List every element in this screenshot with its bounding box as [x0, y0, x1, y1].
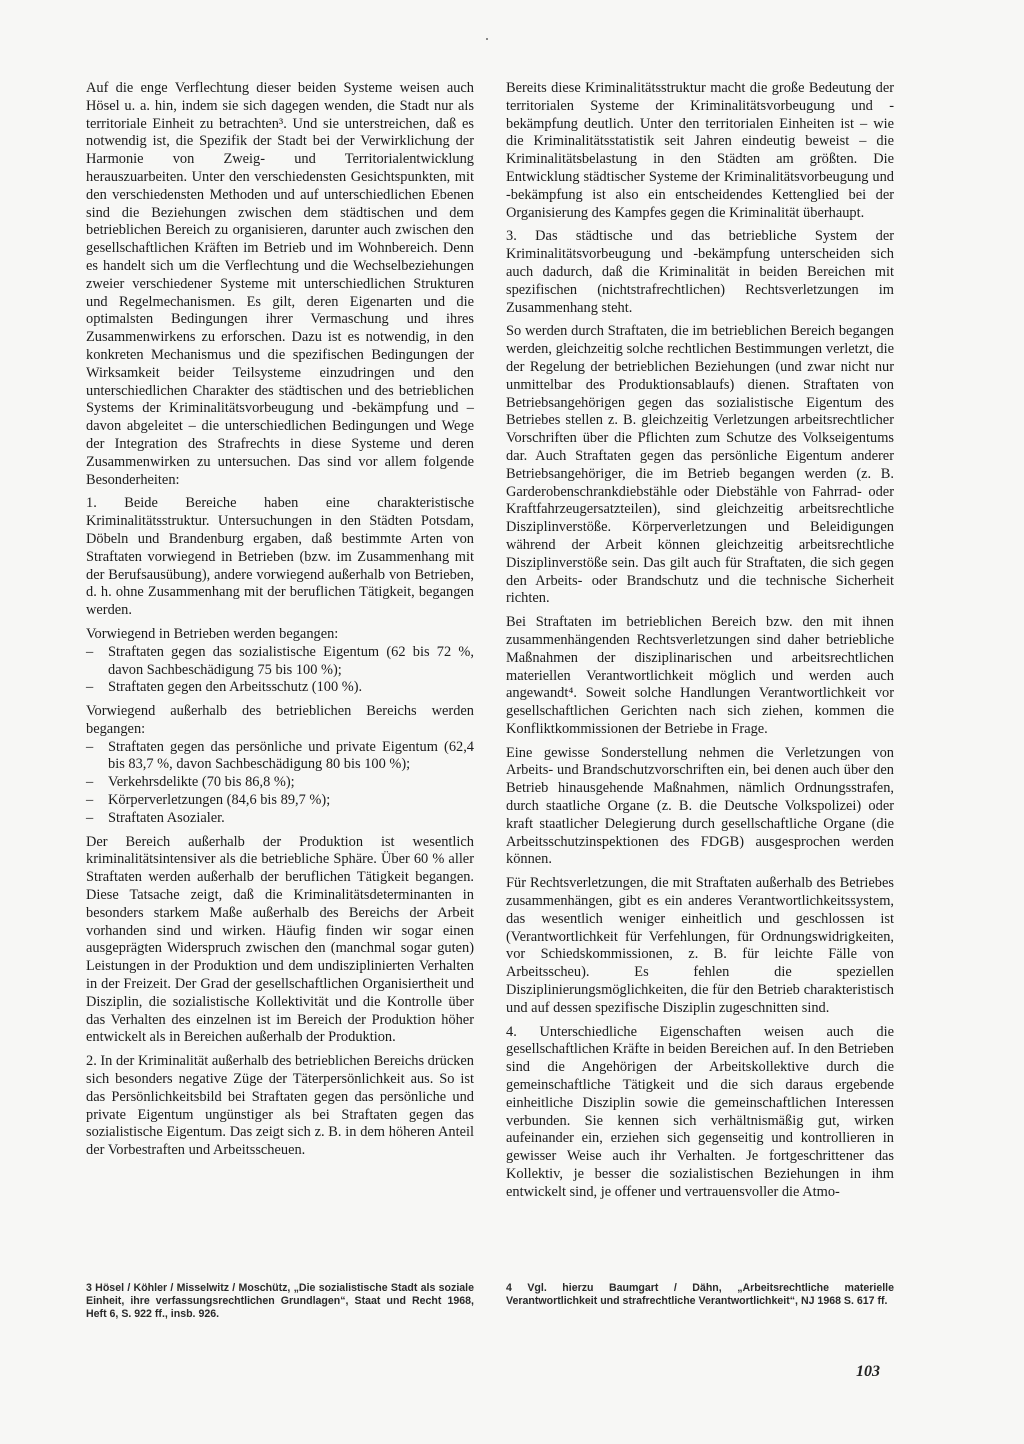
paragraph: 4. Unterschiedliche Eigenschaften weisen auch die gesellschaftlichen Kräfte in beiden Bereichen auf. In den Betrieben sind die Angehörigen der Arbeitskollektive durch die gemeinschaftliche Tätigkeit und die sich daraus ergebende einheitliche Disziplin sowie die gemeinschaftlichen Interessen verbunden. Sie kennen sich verhältnismäßig gut, wirken aufeinander ein, erziehen sich gegenseitig und kontrollieren in gewisser Weise auch ihr Verhalten. Je fortgeschrittener das Kollektiv, je besser die sozialistischen Beziehungen in ihm entwickelt sind, je offener und vertrauensvoller die Atmo-: [506, 1023, 894, 1200]
footnote-4: 4 Vgl. hierzu Baumgart / Dähn, „Arbeitsrechtliche materielle Verantwortlichkeit und strafrechtliche Verantwortlichkeit“, NJ 1968 S. 617 ff.: [506, 1282, 894, 1308]
paragraph: Für Rechtsverletzungen, die mit Straftaten außerhalb des Betriebes zusammenhängen, gibt es ein anderes Verantwortlichkeitssystem, das wesentlich weniger einheitlich und geschlossen ist (Verantwortlichkeit für Verfehlungen, für Ordnungswidrigkeiten, vor Schiedskommissionen, z. B. für leichte Fälle von Arbeitsscheu). Es fehlen die speziellen Disziplinierungsmöglichkeiten, die für den Betrieb charakteristisch und auf dessen spezifische Disziplin zugeschnitten sind.: [506, 875, 894, 1016]
paragraph: Auf die enge Verflechtung dieser beiden Systeme weisen auch Hösel u. a. hin, indem sie sich dagegen wenden, die Stadt nur als territoriale Einheit zu betrachten³. Und sie unterstreichen, daß es notwendig ist, die Spezifik der Stadt bei der Verwirklichung der Harmonie von Zweig- und Territorialentwicklung herauszuarbeiten. Unter den verschiedensten Gesichtspunkten, mit den verschiedensten Methoden und auf unterschiedlichen Ebenen sind die Beziehungen zwischen dem städtischen und dem betrieblichen Bereich zu organisieren, darunter auch zwischen den gesellschaftlichen Kräften im Betrieb und im Wohnbereich. Denn es handelt sich um die Verflechtung und die Wechselbeziehungen zweier verschiedener Systeme mit unterschiedlichen Strukturen und Regelmechanismen. Es gilt, deren Eigenarten und die optimalsten Bedingungen ihrer Vermaschung und ihres Zusammenwirkens zu erforschen. Dazu ist es notwendig, in den konkreten Mechanismus und die spezifischen Bedingungen der Wirksamkeit beider Teilsysteme einzudringen und den unterschiedlichen Charakter des städtischen und des betrieblichen Systems der Kriminalitätsvorbeugung und -bekämpfung und – davon abgeleitet – die unterschiedlichen Bedingungen und Wege der Integration des Strafrechts in diese Systeme und deren Zusammenwirken zu untersuchen. Das sind vor allem folgende Besonderheiten:: [86, 80, 474, 488]
list-ausserhalb: [86, 739, 474, 828]
page-number: 103: [856, 1363, 880, 1380]
paragraph: Bereits diese Kriminalitätsstruktur macht die große Bedeutung der territorialen Systeme der Kriminalitätsvorbeugung und -bekämpfung deutlich. Unter den territorialen Einheiten ist – wie die Kriminalitätsstatistik seit Jahren eindeutig beweist – die Kriminalitätsbelastung in den Städten am größten. Die Entwicklung städtischer Systeme der Kriminalitätsvorbeugung und -bekämpfung ist also ein entscheidendes Kettenglied bei der Organisierung des Kampfes gegen die Kriminalität überhaupt.: [506, 80, 894, 221]
list-item: – Straftaten gegen den Arbeitsschutz (100 %).: [86, 679, 474, 697]
paragraph: 1. Beide Bereiche haben eine charakteristische Kriminalitätsstruktur. Untersuchungen in den Städten Potsdam, Döbeln und Brandenburg ergaben, daß bestimmte Arten von Straftaten vorwiegend in Betrieben (bzw. im Zusammenhang mit der Berufsausübung), andere vorwiegend außerhalb von Betrieben, d. h. ohne Zusammenhang mit der beruflichen Tätigkeit, begangen werden.: [86, 495, 474, 619]
scan-mark: [486, 38, 488, 40]
list-item: – Straftaten gegen das sozialistische Eigentum (62 bis 72 %, davon Sachbeschädigung 75 bis 100 %);: [86, 644, 474, 680]
right-column: [506, 80, 894, 1208]
paragraph: Bei Straftaten im betrieblichen Bereich bzw. den mit ihnen zusammenhängenden Rechtsverletzungen sind daher betriebliche Maßnahmen der disziplinarischen und arbeitsrechtlichen materiellen Verantwortlichkeit möglich und werden auch angewandt⁴. Soweit solche Handlungen Verantwortlichkeit vor gesellschaftlichen Gerichten nach sich ziehen, kommen die Konfliktkommissionen der Betriebe in Frage.: [506, 614, 894, 737]
list-item: – Körperverletzungen (84,6 bis 89,7 %);: [86, 792, 474, 810]
paragraph: Vorwiegend in Betrieben werden begangen:: [86, 625, 339, 642]
left-column: [86, 80, 474, 1166]
footnote-3: 3 Hösel / Köhler / Misselwitz / Moschütz, „Die sozialistische Stadt als soziale Einheit, ihre verfassungsrechtlichen Grundlagen“, Staat und Recht 1968, Heft 6, S. 922 ff., insb. 926.: [86, 1282, 474, 1321]
paragraph: Der Bereich außerhalb der Produktion ist wesentlich kriminalitätsintensiver als die betriebliche Sphäre. Über 60 % aller Straftaten werden außerhalb der beruflichen Tätigkeit begangen. Diese Tatsache zeigt, daß die Kriminalitätsdeterminanten in besonders starkem Maße außerhalb des Bereichs der Arbeit vorhanden sind und wirken. Häufig finden wir sogar einen ausgeprägten Widerspruch zwischen den (manchmal sogar guten) Leistungen in der Produktion und dem undisziplinierten Verhalten in der Freizeit. Der Grad der gesellschaftlichen Organisiertheit und Disziplin, die sozialistische Kollektivität und die Kontrolle über das Verhalten des einzelnen ist im Bereich der Produktion höher entwickelt als in Bereichen außerhalb der Produktion.: [86, 833, 474, 1046]
list-item: – Straftaten Asozialer.: [86, 810, 474, 828]
list-in-betrieben: [86, 644, 474, 697]
paragraph: 3. Das städtische und das betriebliche System der Kriminalitätsvorbeugung und -bekämpfung unterscheiden sich auch dadurch, daß die Kriminalität in beiden Bereichen mit spezifischen (nichtstrafrechtlichen) Rechtsverletzungen im Zusammenhang steht.: [506, 228, 894, 316]
list-item: – Verkehrsdelikte (70 bis 86,8 %);: [86, 774, 474, 792]
list-item: – Straftaten gegen das persönliche und private Eigentum (62,4 bis 83,7 %, davon Sachbeschädigung 80 bis 100 %);: [86, 739, 474, 775]
paragraph: 2. In der Kriminalität außerhalb des betrieblichen Bereichs drücken sich besonders negative Züge der Täterpersönlichkeit aus. So ist das Persönlichkeitsbild bei Straftaten gegen das persönliche und private Eigentum ungünstiger als bei Straftaten gegen das sozialistische Eigentum. Das zeigt sich z. B. in dem höheren Anteil der Vorbestraften und Arbeitsscheuen.: [86, 1053, 474, 1159]
paragraph: Vorwiegend außerhalb des betrieblichen Bereichs werden begangen:: [86, 703, 474, 737]
paragraph: Eine gewisse Sonderstellung nehmen die Verletzungen von Arbeits- und Brandschutzvorschriften ein, bei denen auch über den Betrieb hinausgehende Maßnahmen, nämlich Ordnungsstrafen, durch staatliche Organe (z. B. die Deutsche Volkspolizei) oder kraft staatlicher Delegierung durch gesellschaftliche Organe (die Arbeitsschutzinspektionen des FDGB) ausgesprochen werden können.: [506, 744, 894, 868]
paragraph: So werden durch Straftaten, die im betrieblichen Bereich begangen werden, gleichzeitig solche rechtlichen Bestimmungen verletzt, die der Regelung der betrieblichen Beziehungen (und zwar nicht nur unmittelbar des Produktionsablaufs) dienen. Straftaten von Betriebsangehörigen gegen das sozialistische Eigentum des Betriebes stellen z. B. gleichzeitig Verletzungen arbeitsrechtlicher Vorschriften über die Pflichten zum Schutze des Volkseigentums dar. Auch Straftaten gegen das persönliche Eigentum anderer Betriebsangehöriger, die im Betrieb begangen werden (z. B. Garderobenschrankdiebstähle oder Diebstähle von Fahrrad- oder Kraftfahrzeugersatzteilen), sind gleichzeitig arbeitsrechtliche Disziplinverstöße. Körperverletzungen und Beleidigungen während der Arbeit können gleichzeitig arbeitsrechtliche Disziplinverstöße sein. Das gilt auch für Straftaten, die sich gegen den Arbeits- oder Brandschutz und die technische Sicherheit richten.: [506, 323, 894, 607]
